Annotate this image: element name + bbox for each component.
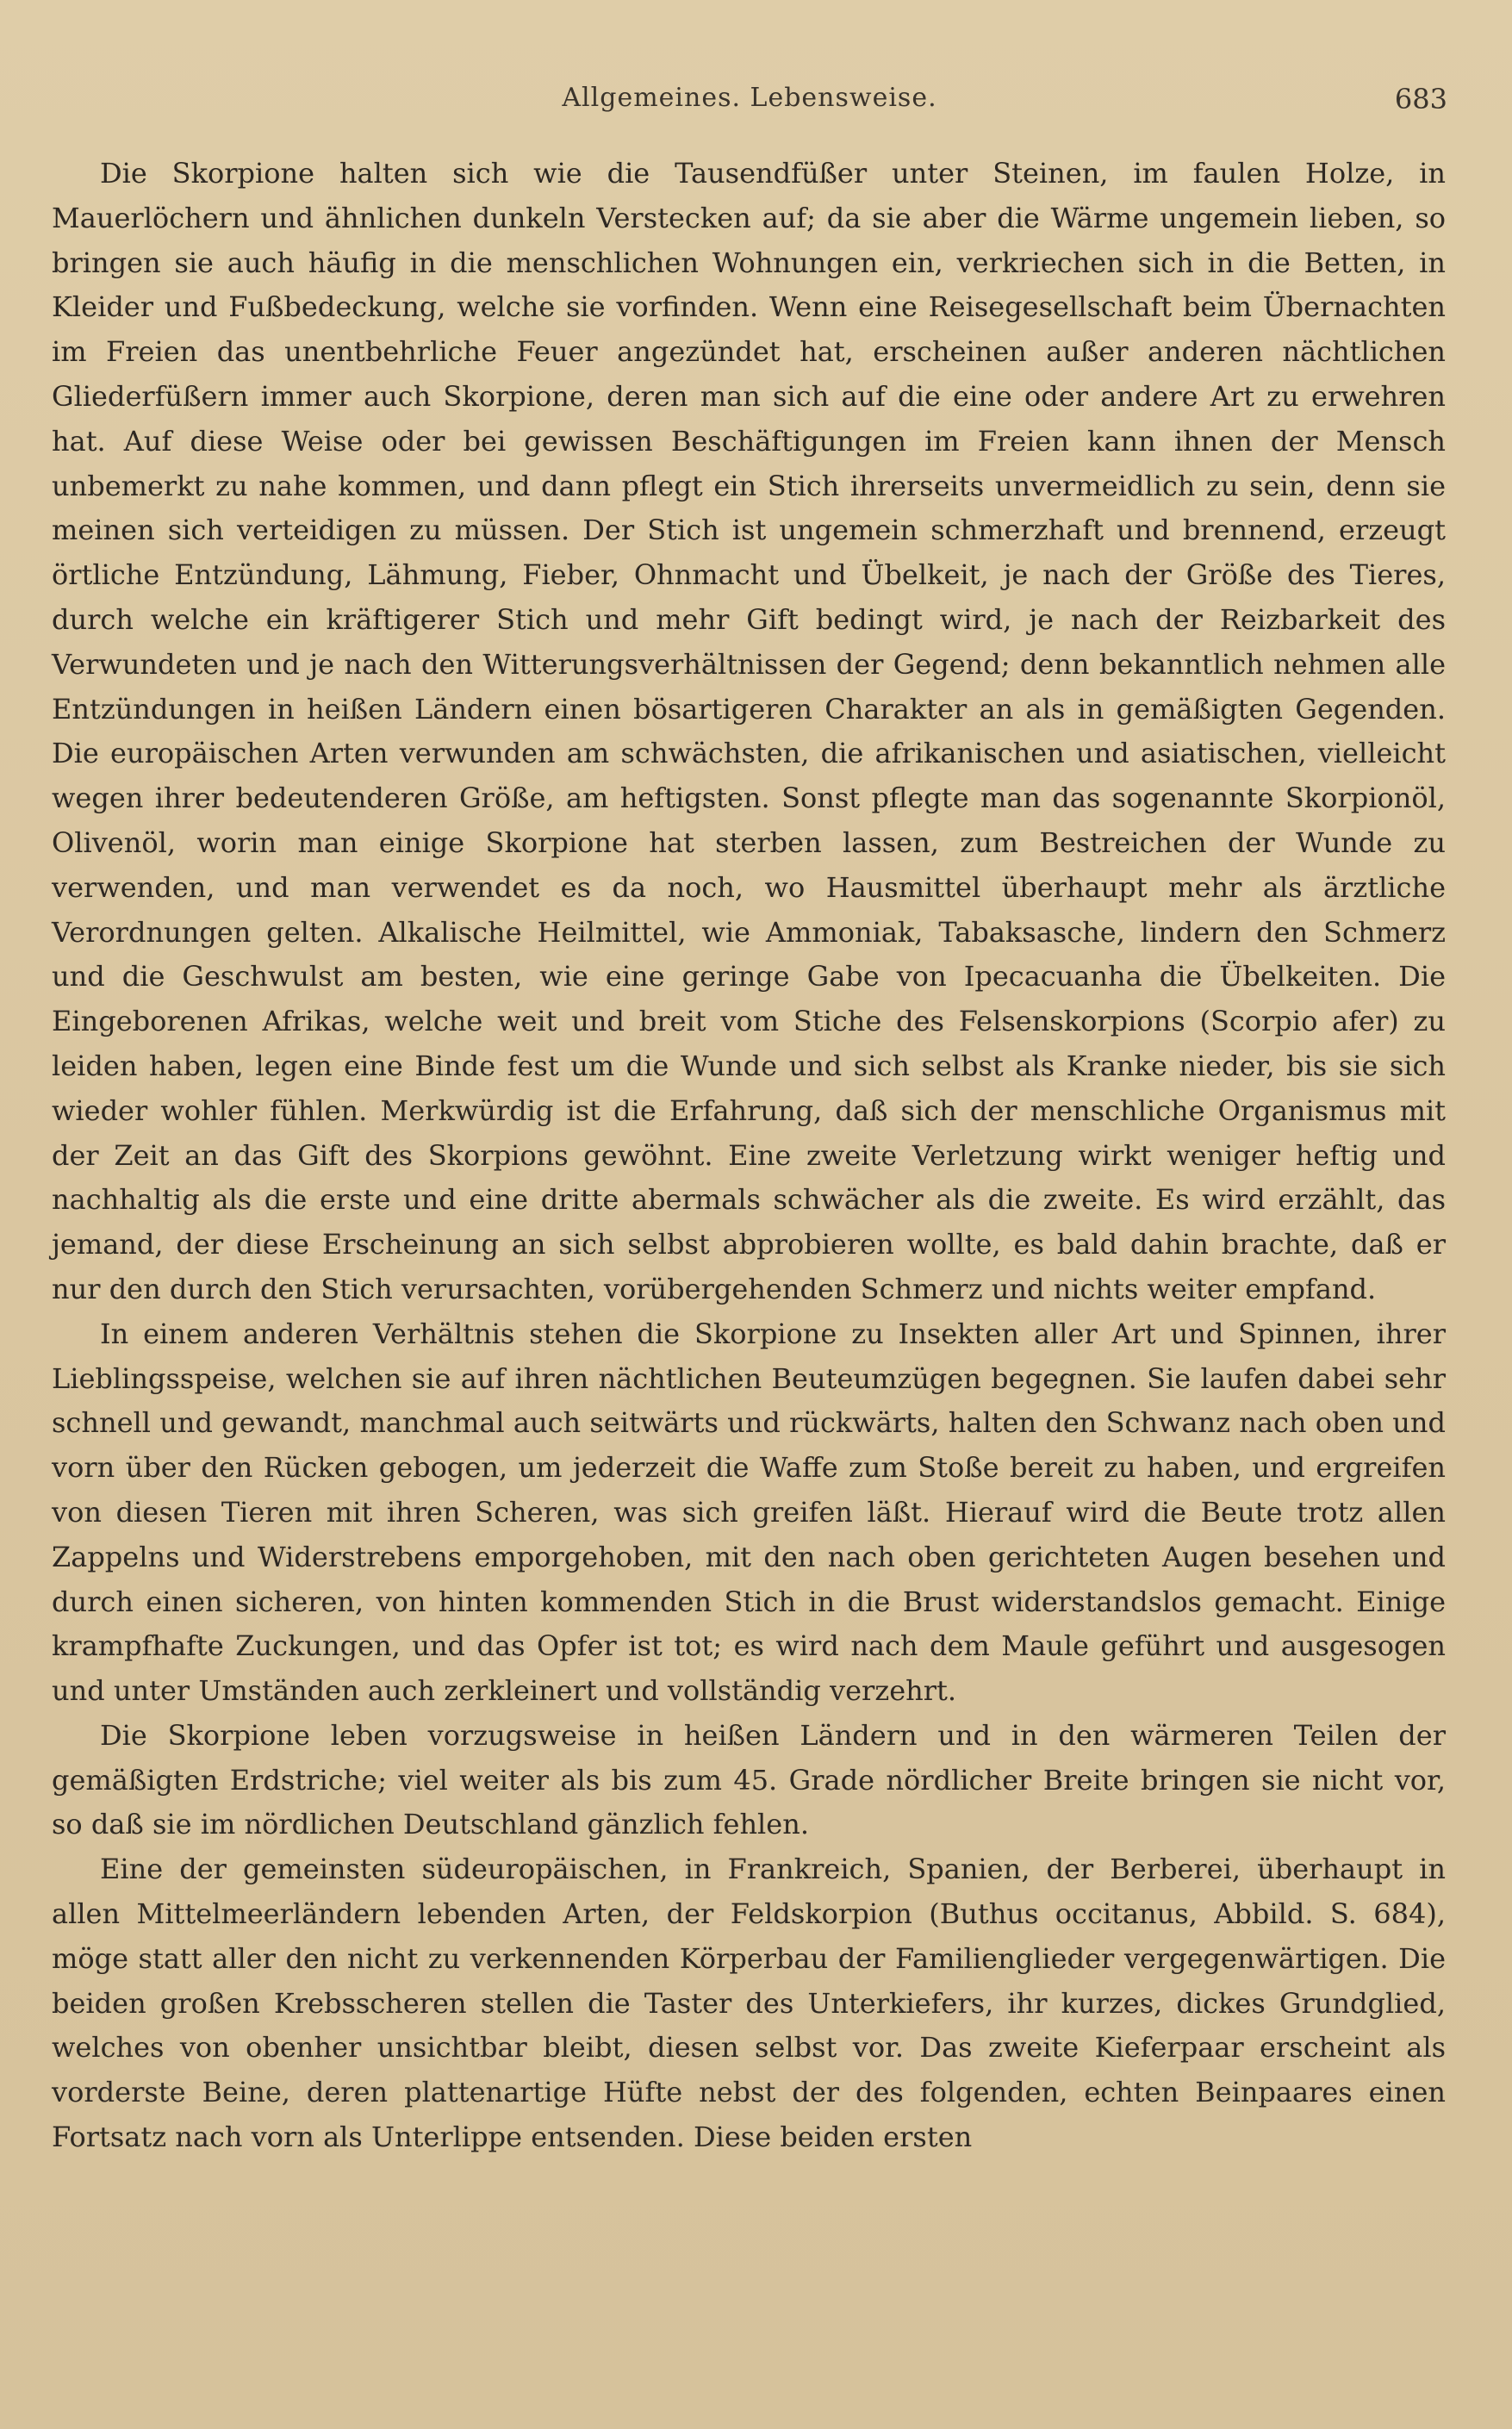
page-number: 683 [1394,83,1447,115]
paragraph-3: Die Skorpione leben vorzugsweise in heißen Ländern und in den wärmeren Teilen der gemäßigten Erdstriche; viel weiter als bis zum 45. Grade nördlicher Breite bringen sie nicht vor, so daß sie im nördlichen Deutschland gänzlich fehlen. [52,1718,1446,1841]
paragraph-1: Die Skorpione halten sich wie die Tausendfüßer unter Steinen, im faulen Holze, in Mauerlöchern und ähnlichen dunkeln Verstecken auf; da sie aber die Wärme ungemein lieben, so bringen sie auch häufig in die menschlichen Wohnungen ein, verkriechen sich in die Betten, in Kleider und Fußbedeckung, welche sie vorfinden. Wenn eine Reisegesellschaft beim Übernachten im Freien das unentbehrliche Feuer angezündet hat, erscheinen außer anderen nächtlichen Gliederfüßern immer auch Skorpione, deren man sich auf die eine oder andere Art zu erwehren hat. Auf diese Weise oder bei gewissen Beschäftigungen im Freien kann ihnen der Mensch unbemerkt zu nahe kommen, und dann pflegt ein Stich ihrerseits unvermeidlich zu sein, denn sie meinen sich verteidigen zu müssen. Der Stich ist ungemein schmerzhaft und brennend, erzeugt örtliche Entzündung, Lähmung, Fieber, Ohnmacht und Übelkeit, je nach der Größe des Tieres, durch welche ein kräftigerer Stich und mehr Gift bedingt wird, je nach der Reizbarkeit des Verwundeten und je nach den Witterungsverhältnissen der Gegend; denn bekanntlich nehmen alle Entzündungen in heißen Ländern einen bösartigeren Charakter an als in gemäßigten Gegenden. Die europäischen Arten verwunden am schwächsten, die afrikanischen und asiatischen, vielleicht wegen ihrer bedeutenderen Größe, am heftigsten. Sonst pflegte man das sogenannte Skorpionöl, Olivenöl, worin man einige Skorpione hat sterben lassen, zum Bestreichen der Wunde zu verwenden, und man verwendet es da noch, wo Hausmittel überhaupt mehr als ärztliche Verordnungen gelten. Alkalische Heilmittel, wie Ammoniak, Tabaksasche, lindern den Schmerz und die Geschwulst am besten, wie eine geringe Gabe von Ipecacuanha die Übelkeiten. Die Eingeborenen Afrikas, welche weit und breit vom Stiche des Felsenskorpions (Scorpio afer) zu leiden haben, legen eine Binde fest um die Wunde und sich selbst als Kranke nieder, bis sie sich wieder wohler fühlen. Merkwürdig ist die Erfahrung, daß sich der menschliche Organismus mit der Zeit an das Gift des Skorpions gewöhnt. Eine zweite Verletzung wirkt weniger heftig und nachhaltig als die erste und eine dritte abermals schwächer als die zweite. Es wird erzählt, das jemand, der diese Erscheinung an sich selbst abprobieren wollte, es bald dahin brachte, daß er nur den durch den Stich verursachten, vorübergehenden Schmerz und nichts weiter empfand. [52,157,1446,1305]
body-text [52,152,1446,2160]
running-title: Allgemeines. Lebensweise. [562,83,937,113]
paragraph-4: Eine der gemeinsten südeuropäischen, in Frankreich, Spanien, der Berberei, überhaupt in allen Mittelmeerländern lebenden Arten, der Feldskorpion (Buthus occitanus, Abbild. S. 684), möge statt aller den nicht zu verkennenden Körperbau der Familienglieder vergegenwärtigen. Die beiden großen Krebsscheren stellen die Taster des Unterkiefers, ihr kurzes, dickes Grundglied, welches von obenher unsichtbar bleibt, diesen selbst vor. Das zweite Kieferpaar erscheint als vorderste Beine, deren plattenartige Hüfte nebst der des folgenden, echten Beinpaares einen Fortsatz nach vorn als Unterlippe entsenden. Diese beiden ersten [52,1853,1446,2154]
paragraph-2: In einem anderen Verhältnis stehen die Skorpione zu Insekten aller Art und Spinnen, ihrer Lieblingsspeise, welchen sie auf ihren nächtlichen Beuteumzügen begegnen. Sie laufen dabei sehr schnell und gewandt, manchmal auch seitwärts und rückwärts, halten den Schwanz nach oben und vorn über den Rücken gebogen, um jederzeit die Waffe zum Stoße bereit zu haben, und ergreifen von diesen Tieren mit ihren Scheren, was sich greifen läßt. Hierauf wird die Beute trotz allen Zappelns und Widerstrebens emporgehoben, mit den nach oben gerichteten Augen besehen und durch einen sicheren, von hinten kommenden Stich in die Brust widerstandslos gemacht. Einige krampfhafte Zuckungen, und das Opfer ist tot; es wird nach dem Maule geführt und ausgesogen und unter Umständen auch zerkleinert und vollständig verzehrt. [52,1317,1446,1708]
page-header [52,83,1447,124]
